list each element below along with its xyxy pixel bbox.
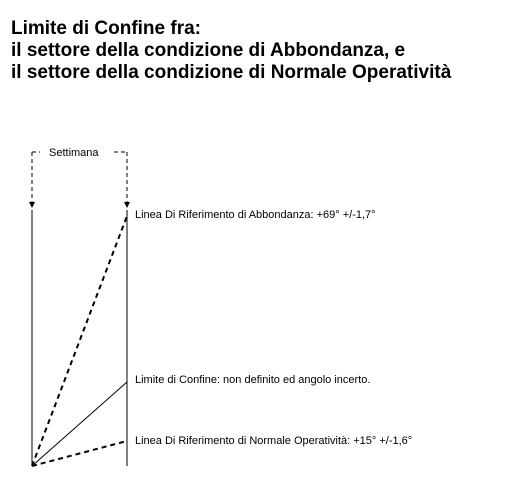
bracket-label: Settimana <box>49 147 99 159</box>
bracket-arrow-right <box>124 202 130 208</box>
confine-label: Limite di Confine: non definito ed angolo incerto. <box>135 374 371 386</box>
abbondanza-label: Linea Di Riferimento di Abbondanza: +69° +/-1,7° <box>135 209 376 221</box>
week-bracket <box>32 152 127 202</box>
title-line-3: il settore della condizione di Normale Operatività <box>11 62 452 83</box>
abbondanza-reference-line <box>32 216 127 466</box>
normale-label: Linea Di Riferimento di Normale Operatività: +15° +/-1,6° <box>135 435 413 447</box>
bracket-arrow-left <box>29 202 35 208</box>
title-line-1: Limite di Confine fra: <box>11 18 201 39</box>
title-line-2: il settore della condizione di Abbondanza, e <box>11 40 406 61</box>
